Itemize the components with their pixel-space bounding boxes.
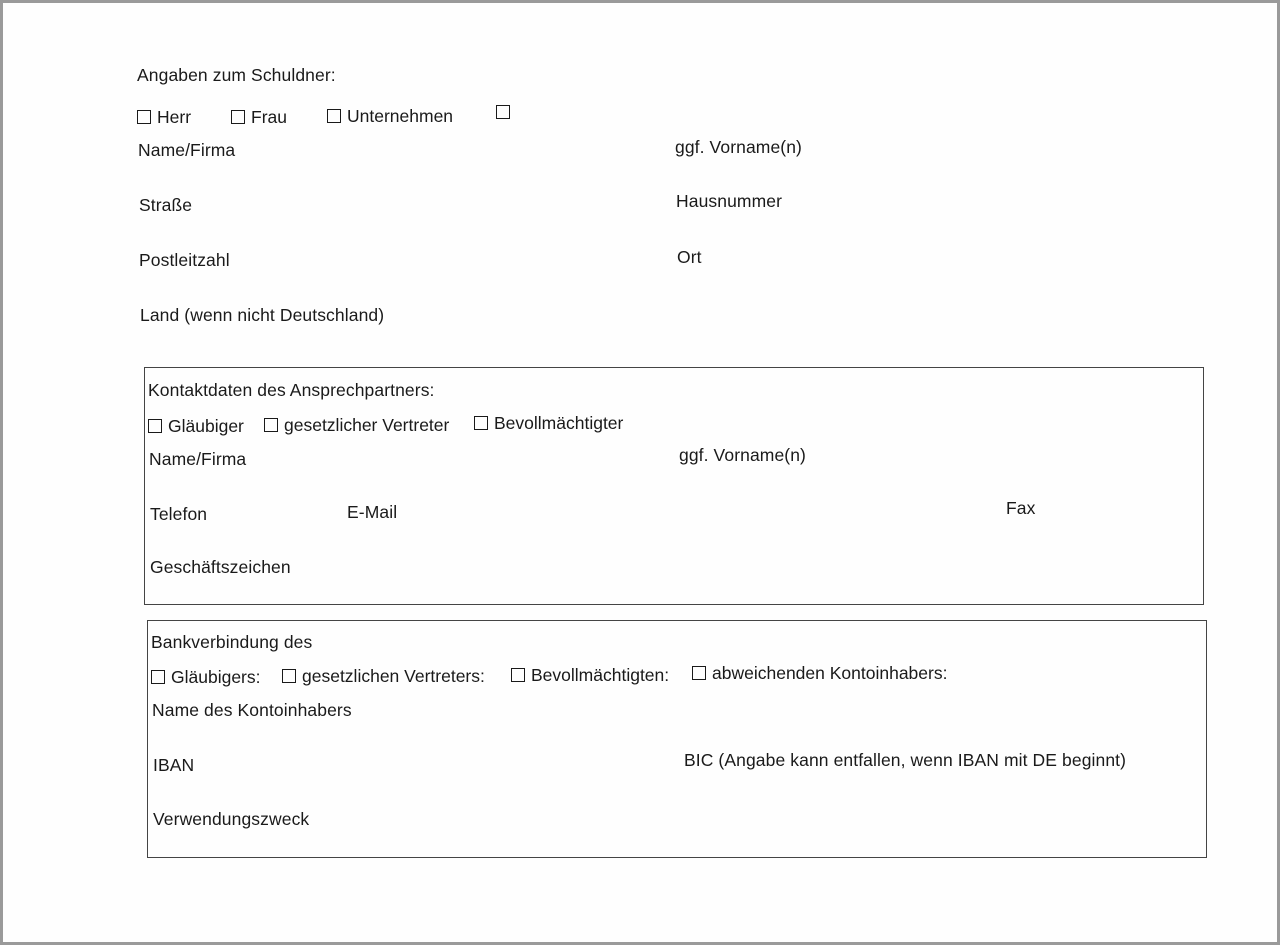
kontakt-fax-label: Fax — [1006, 498, 1036, 518]
checkbox-square-icon — [231, 110, 245, 124]
kontakt-name-label: Name/Firma — [149, 449, 247, 469]
checkbox-square-icon — [327, 109, 341, 123]
schuldner-name-label: Name/Firma — [138, 140, 236, 160]
kontakt-email-label: E-Mail — [347, 502, 398, 522]
schuldner-vorname-label: ggf. Vorname(n) — [675, 137, 802, 157]
kontakt-geschaeftszeichen-label: Geschäftszeichen — [150, 557, 291, 577]
schuldner-heading: Angaben zum Schuldner: — [137, 65, 336, 85]
checkbox-abweichenden-kontoinhabers[interactable] — [692, 663, 947, 683]
bank-verwendungszweck-label: Verwendungszweck — [153, 809, 310, 829]
kontakt-heading: Kontaktdaten des Ansprechpartners: — [148, 380, 435, 400]
checkbox-label: Bevollmächtigten: — [531, 665, 670, 685]
kontakt-vorname-label: ggf. Vorname(n) — [679, 445, 806, 465]
schuldner-strasse-label: Straße — [139, 195, 193, 215]
kontakt-telefon-label: Telefon — [150, 504, 208, 524]
checkbox-square-icon — [692, 666, 706, 680]
checkbox-label: Herr — [157, 107, 192, 127]
checkbox-label: abweichenden Kontoinhabers: — [712, 663, 948, 683]
bank-iban-label: IBAN — [153, 755, 195, 775]
checkbox-label: gesetzlicher Vertreter — [284, 415, 450, 435]
checkbox-frau[interactable] — [231, 107, 287, 127]
schuldner-plz-label: Postleitzahl — [139, 250, 230, 270]
checkbox-square-icon — [474, 416, 488, 430]
bank-bic-label: BIC (Angabe kann entfallen, wenn IBAN mit DE beginnt) — [684, 750, 1127, 770]
checkbox-glaeubiger[interactable] — [148, 416, 244, 436]
checkbox-gesetzlichen-vertreters[interactable] — [282, 666, 485, 686]
checkbox-other[interactable] — [496, 105, 516, 119]
checkbox-bevollmaechtigten[interactable] — [511, 665, 669, 685]
kontakt-frame — [144, 367, 1204, 605]
checkbox-glaeubigers[interactable] — [151, 667, 261, 687]
checkbox-label: Gläubigers: — [171, 667, 261, 687]
checkbox-label: Gläubiger — [168, 416, 244, 436]
checkbox-label: gesetzlichen Vertreters: — [302, 666, 485, 686]
checkbox-square-icon — [282, 669, 296, 683]
checkbox-bevollmaechtigter[interactable] — [474, 413, 623, 433]
checkbox-square-icon — [148, 419, 162, 433]
checkbox-herr[interactable] — [137, 107, 191, 127]
schuldner-ort-label: Ort — [677, 247, 702, 267]
checkbox-square-icon — [496, 105, 510, 119]
checkbox-gesetzlicher-vertreter[interactable] — [264, 415, 449, 435]
checkbox-square-icon — [151, 670, 165, 684]
bank-heading: Bankverbindung des — [151, 632, 313, 652]
schuldner-land-label: Land (wenn nicht Deutschland) — [140, 305, 385, 325]
checkbox-unternehmen[interactable] — [327, 106, 453, 126]
checkbox-label: Bevollmächtigter — [494, 413, 624, 433]
checkbox-label: Unternehmen — [347, 106, 454, 126]
checkbox-square-icon — [137, 110, 151, 124]
checkbox-label: Frau — [251, 107, 287, 127]
checkbox-square-icon — [264, 418, 278, 432]
checkbox-square-icon — [511, 668, 525, 682]
schuldner-hausnummer-label: Hausnummer — [676, 191, 783, 211]
bank-kontoinhaber-label: Name des Kontoinhabers — [152, 700, 352, 720]
